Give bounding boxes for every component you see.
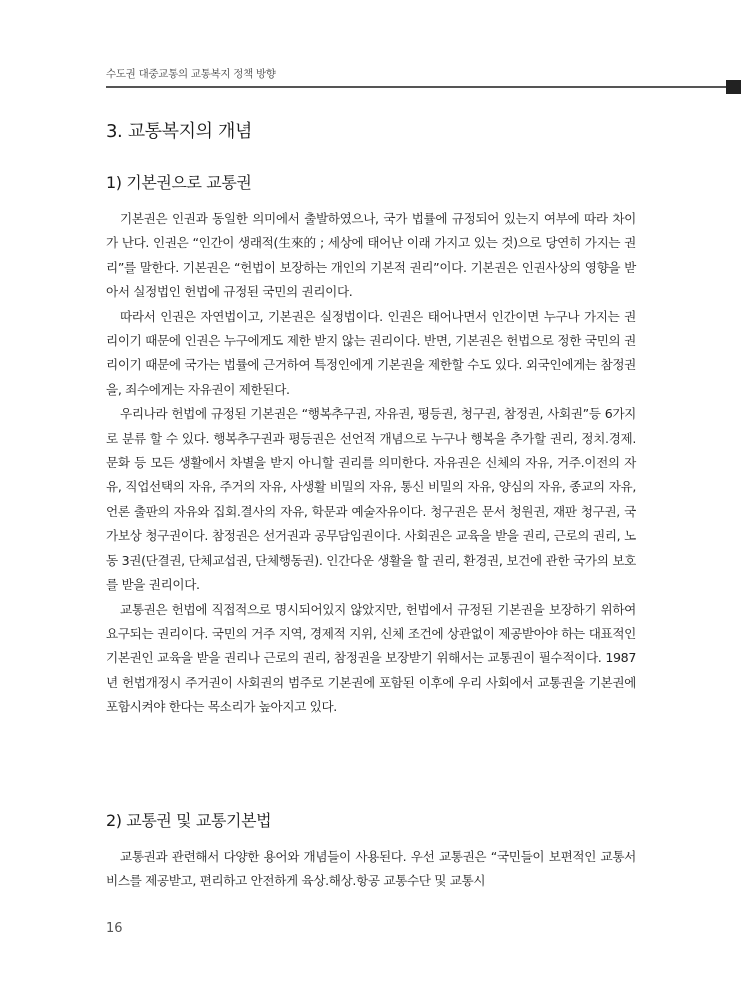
paragraph: 따라서 인권은 자연법이고, 기본권은 실정법이다. 인권은 태어나면서 인간이면 누구나 가지는 권리이기 때문에 인권은 누구에게도 제한 받지 않는 권리이다. 반면, 기본권은 헌법으로 정한 국민의 권리이기 때문에 국가는 법률에 근거하여 특정인에게 기본권을 제한할 수도 있다. 외국인에게는 참정권을, 죄수에게는 자유권이 제한된다.	[106, 308, 636, 397]
paragraph: 우리나라 헌법에 규정된 기본권은 “행복추구권, 자유권, 평등권, 청구권, 참정권, 사회권”등 6가지로 분류 할 수 있다. 행복추구권과 평등권은 선언적 개념으로 누구나 행복을 추가할 권리, 정치.경제.문화 등 모든 생활에서 차별을 받지 아니할 권리를 의미한다. 자유권은 신체의 자유, 거주.이전의 자유, 직업선택의 자유, 주거의 자유, 사생활 비밀의 자유, 통신 비밀의 자유, 양심의 자유, 종교의 자유, 언론 출판의 자유와 집회.결사의 자유, 학문과 예술자유이다. 청구권은 문서 청원권, 재판 청구권, 국가보상 청구권이다. 참정권은 선거권과 공무담임권이다. 사회권은 교육을 받을 권리, 근로의 권리, 노동 3권(단결권, 단체교섭권, 단체행동권). 인간다운 생활을 할 권리, 환경권, 보건에 관한 국가의 보호를 받을 권리이다.	[106, 406, 636, 593]
header-rule	[106, 86, 741, 88]
body-text-basic-rights	[106, 207, 636, 720]
paragraph: 기본권은 인권과 동일한 의미에서 출발하였으나, 국가 법률에 규정되어 있는지 여부에 따라 차이가 난다. 인권은 “인간이 생래적(生來的 ; 세상에 태어난 이래 가지고 있는 것)으로 당연히 가지는 권리”를 말한다. 기본권은 “헌법이 보장하는 개인의 기본적 권리”이다. 기본권은 인권사상의 영향을 받아서 실정법인 헌법에 규정된 국민의 권리이다.	[106, 211, 636, 300]
body-text-transport-rights	[106, 845, 636, 894]
paragraph: 교통권과 관련해서 다양한 용어와 개념들이 사용된다. 우선 교통권은 “국민들이 보편적인 교통서비스를 제공받고, 편리하고 안전하게 육상.해상.항공 교통수단 및 교통시	[106, 849, 636, 889]
section-title: 3. 교통복지의 개념	[106, 121, 252, 142]
subsection-title-transport-rights: 2) 교통권 및 교통기본법	[106, 811, 272, 830]
subsection-title-basic-rights: 1) 기본권으로 교통권	[106, 173, 252, 192]
header-tab-marker	[726, 80, 741, 94]
running-header: 수도권 대중교통의 교통복지 정책 방향	[106, 68, 276, 80]
paragraph: 교통권은 헌법에 직접적으로 명시되어있지 않았지만, 헌법에서 규정된 기본권을 보장하기 위하여 요구되는 권리이다. 국민의 거주 지역, 경제적 지위, 신체 조건에 상관없이 제공받아야 하는 대표적인 기본권인 교육을 받을 권리나 근로의 권리, 참정권을 보장받기 위해서는 교통권이 필수적이다. 1987년 헌법개정시 주거권이 사회권의 범주로 기본권에 포함된 이후에 우리 사회에서 교통권을 기본권에 포함시켜야 한다는 목소리가 높아지고 있다.	[106, 601, 636, 715]
page-number: 16	[106, 921, 123, 936]
